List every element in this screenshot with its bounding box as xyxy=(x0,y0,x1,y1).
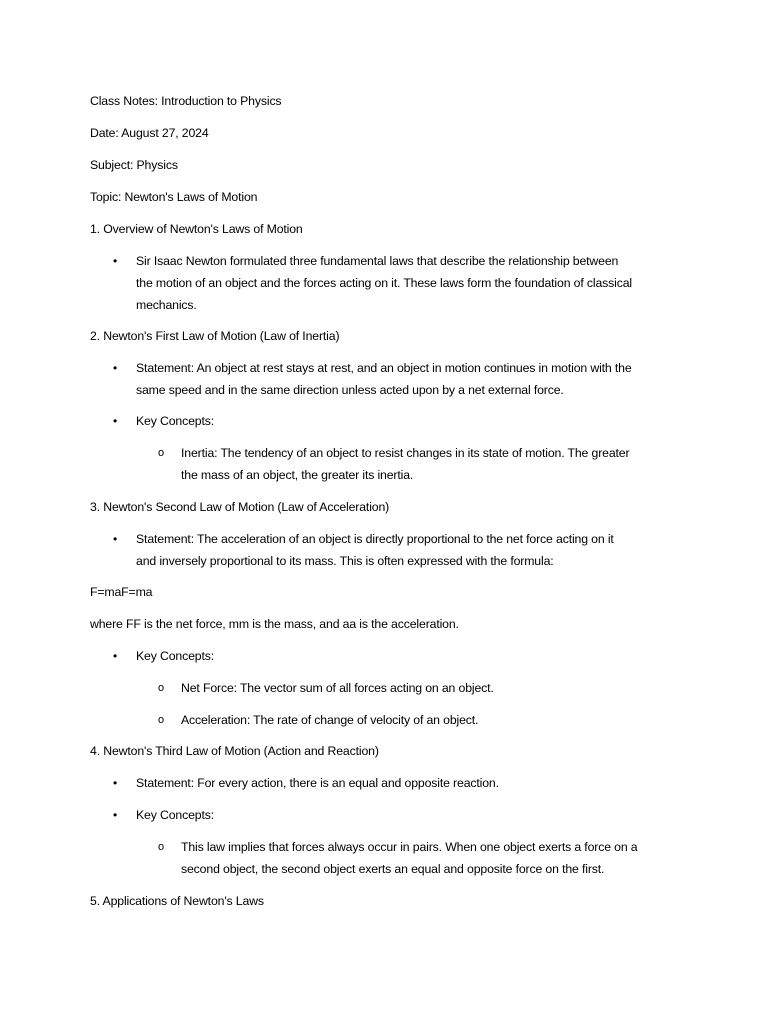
formula-explanation: where FF is the net force, mm is the mass, and aa is the acceleration. xyxy=(90,617,459,631)
section-3-statement-line: Statement: The acceleration of an object is directly proportional to the net force acting on it xyxy=(136,532,614,546)
section-2-heading: 2. Newton's First Law of Motion (Law of Inertia) xyxy=(90,329,340,343)
section-2-statement-line: same speed and in the same direction unless acted upon by a net external force. xyxy=(136,383,564,397)
bullet-icon: • xyxy=(113,532,118,546)
formula: F=maF=ma xyxy=(90,585,153,599)
circle-bullet-icon: o xyxy=(158,714,165,726)
circle-bullet-icon: o xyxy=(158,447,165,459)
section-2-key-concepts: Key Concepts: xyxy=(136,414,215,428)
section-4-sub-line: second object, the second object exerts an equal and opposite force on the first. xyxy=(181,862,605,876)
circle-bullet-icon: o xyxy=(158,841,165,853)
section-4-sub-line: This law implies that forces always occur in pairs. When one object exerts a force on a xyxy=(181,840,638,854)
section-3-key-concepts: Key Concepts: xyxy=(136,649,215,663)
section-2-sub-line: the mass of an object, the greater its inertia. xyxy=(181,468,414,482)
section-4-heading: 4. Newton's Third Law of Motion (Action and Reaction) xyxy=(90,744,379,758)
bullet-icon: • xyxy=(113,361,118,375)
section-3-statement-line: and inversely proportional to its mass. This is often expressed with the formula: xyxy=(136,554,554,568)
section-1-heading: 1. Overview of Newton's Laws of Motion xyxy=(90,222,303,236)
section-2-sub-line: Inertia: The tendency of an object to resist changes in its state of motion. The greater xyxy=(181,446,630,460)
bullet-icon: • xyxy=(113,808,118,822)
section-4-key-concepts: Key Concepts: xyxy=(136,808,215,822)
circle-bullet-icon: o xyxy=(158,682,165,694)
section-1-text-line: the motion of an object and the forces acting on it. These laws form the foundation of classical xyxy=(136,276,632,290)
notes-subject: Subject: Physics xyxy=(90,158,178,172)
section-5-heading: 5. Applications of Newton's Laws xyxy=(90,894,264,908)
section-3-sub-acceleration: Acceleration: The rate of change of velocity of an object. xyxy=(181,713,479,727)
section-3-sub-net-force: Net Force: The vector sum of all forces acting on an object. xyxy=(181,681,494,695)
section-1-text-line: Sir Isaac Newton formulated three fundamental laws that describe the relationship between xyxy=(136,254,619,268)
bullet-icon: • xyxy=(113,254,118,268)
notes-date: Date: August 27, 2024 xyxy=(90,126,209,140)
notes-title: Class Notes: Introduction to Physics xyxy=(90,94,282,108)
section-3-heading: 3. Newton's Second Law of Motion (Law of Acceleration) xyxy=(90,500,390,514)
notes-topic: Topic: Newton's Laws of Motion xyxy=(90,190,258,204)
section-4-statement: Statement: For every action, there is an equal and opposite reaction. xyxy=(136,776,499,790)
section-1-text-line: mechanics. xyxy=(136,298,197,312)
section-2-statement-line: Statement: An object at rest stays at rest, and an object in motion continues in motion with the xyxy=(136,361,632,375)
bullet-icon: • xyxy=(113,776,118,790)
bullet-icon: • xyxy=(113,414,118,428)
bullet-icon: • xyxy=(113,649,118,663)
